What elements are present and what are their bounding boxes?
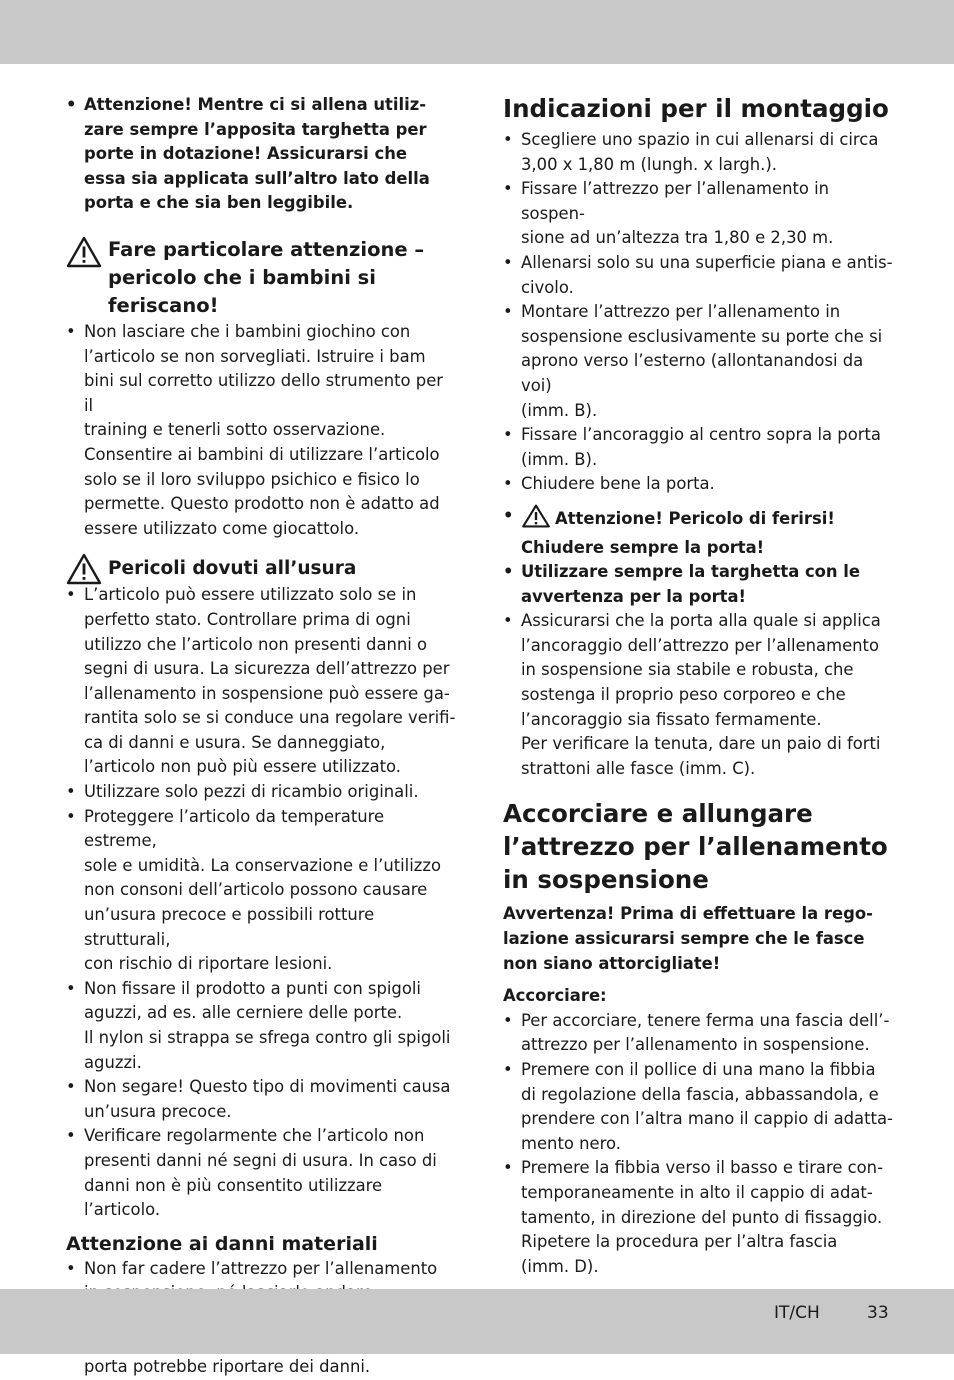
list-item-text: Premere con il pollice di una mano la fibbia di regolazione della fascia, abbassandola, e prendere con l’altra mano il cappio di adatta- mento nero.: [521, 1060, 893, 1153]
list-item-text: Non segare! Questo tipo di movimenti causa un’usura precoce.: [84, 1077, 451, 1121]
list-item: • Utilizzare solo pezzi di ricambio originali.: [66, 782, 419, 802]
right-column: [503, 93, 895, 1279]
list-item: • Premere la fibbia verso il basso e tirare con- temporaneamente in alto il cappio di adat- tamento, in direzione del punto di fissaggio. Ripetere la procedura per l’altra fascia (imm. D).: [503, 1158, 883, 1276]
list-item-text: Non lasciare che i bambini giochino con l’articolo se non sorvegliati. Istruire i bam bini sul corretto utilizzo dello strumento per il training e tenerli sotto osservazione. Consentire ai bambini di utilizzare l’articolo solo se il loro sviluppo psichico e fisico lo permette. Questo prodotto non è adatto ad essere utilizzato come giocattolo.: [84, 321, 444, 538]
list-item: • Non segare! Questo tipo di movimenti causa un’usura precoce.: [66, 1077, 451, 1121]
list-item-text: Scegliere uno spazio in cui allenarsi di circa 3,00 x 1,80 m (lungh. x largh.).: [521, 130, 879, 174]
warning-triangle-icon: [66, 236, 102, 276]
list-item: • Per accorciare, tenere ferma una fascia dell’- attrezzo per l’allenamento in sospensione.: [503, 1010, 890, 1055]
door-check-text: Assicurarsi che la porta alla quale si applica l’ancoraggio dell’attrezzo per l’allenamento in sospensione sia stabile e robusta, che sostenga il proprio peso corporeo e che l’ancoraggio sia fissato fermamente. Per verificare la tenuta, dare un paio di forti strattoni alle fasce (imm. C).: [521, 611, 881, 778]
shorten-list: [503, 1009, 895, 1280]
left-column: [66, 93, 456, 1380]
list-item: • Utilizzare sempre la targhetta con le avvertenza per la porta!: [503, 562, 861, 606]
intro-warning-text: Attenzione! Mentre ci si allena utiliz- zare sempre l’apposita targhetta per porte in dotazione! Assicurarsi che essa sia applicata sull’altro lato della porta e che sia ben leggibile.: [84, 95, 430, 213]
list-item: • Non fissare il prodotto a punti con spigoli aguzzi, ad es. alle cerniere delle porte. Il nylon si strappa se sfrega contro gli spigoli aguzzi.: [66, 978, 451, 1072]
list-item: • Montare l’attrezzo per l’allenamento in sospensione esclusivamente su porte che si aprono verso l’esterno (allontanandosi da voi) (imm. B).: [503, 302, 883, 420]
door-sign-warning: Utilizzare sempre la targhetta con le avvertenza per la porta!: [521, 562, 861, 606]
shorten-label: Accorciare:: [503, 986, 607, 1006]
list-item: • Proteggere l’articolo da temperature estreme, sole e umidità. La conservazione e l’utilizzo non consoni dell’articolo possono causare un’usura precoce e possibili rotture strutturali, con rischio di riportare lesioni.: [66, 806, 442, 974]
children-warning-title: Fare particolare attenzione – pericolo che i bambini si feriscano!: [108, 237, 425, 317]
list-item: • Premere con il pollice di una mano la fibbia di regolazione della fascia, abbassandola, e prendere con l’altra mano il cappio di adatta- mento nero.: [503, 1060, 893, 1153]
list-item-text: Proteggere l’articolo da temperature estreme, sole e umidità. La conservazione e l’utilizzo non consoni dell’articolo possono causare un’usura precoce e possibili rotture strutturali, con rischio di riportare lesioni.: [84, 806, 442, 974]
list-item-text: Montare l’attrezzo per l’allenamento in sospensione esclusivamente su porte che si aprono verso l’esterno (allontanandosi da voi) (imm. B).: [521, 302, 883, 420]
list-item: • Verificare regolarmente che l’articolo non presenti danni né segni di usura. In caso di danni non è più consentito utilizzare l’articolo.: [66, 1126, 437, 1220]
list-item-text: Premere la fibbia verso il basso e tirare con- temporaneamente in alto il cappio di adat- tamento, in direzione del punto di fissaggio. Ripetere la procedura per l’altra fascia (imm. D).: [521, 1158, 883, 1276]
list-item: • Allenarsi solo su una superficie piana e antis- civolo.: [503, 252, 893, 297]
list-item-text: Utilizzare solo pezzi di ricambio originali.: [84, 782, 419, 802]
children-warning-list: [66, 320, 456, 541]
mounting-heading: Indicazioni per il montaggio: [503, 94, 889, 123]
language-code: IT/CH: [774, 1303, 820, 1323]
material-damage-heading: Attenzione ai danni materiali: [66, 1232, 378, 1255]
list-item-text: Chiudere bene la porta.: [521, 474, 715, 494]
list-item: • Attenzione! Mentre ci si allena utiliz- zare sempre l’apposita targhetta per porte in dotazione! Assicurarsi che essa sia applicata sull’altro lato della porta e che sia ben leggibile.: [66, 95, 430, 213]
wear-warning-heading: [66, 553, 456, 583]
list-item: • Chiudere bene la porta.: [503, 474, 715, 494]
list-item: • Non far cadere l’attrezzo per l’allenamento porta potrebbe riportare dei danni.: [66, 1257, 456, 1380]
door-warning-title: Attenzione! Pericolo di ferirsi!: [555, 508, 835, 528]
wear-warning-title: Pericoli dovuti all’usura: [108, 558, 357, 580]
adjust-warning: Avvertenza! Prima di effettuare la rego- lazione assicurarsi sempre che le fasce non siano attorcigliate!: [503, 904, 873, 973]
list-item-text: Per accorciare, tenere ferma una fascia dell’- attrezzo per l’allenamento in sospensione.: [521, 1010, 890, 1055]
door-warning-subtitle: Chiudere sempre la porta!: [521, 537, 765, 557]
list-item-text: Fissare l’ancoraggio al centro sopra la porta (imm. B).: [521, 425, 881, 469]
list-item: • Attenzione! Pericolo di ferirsi! Chiudere sempre la porta!: [503, 505, 835, 557]
intro-warning-list: [66, 93, 456, 216]
list-item-text: Fissare l’attrezzo per l’allenamento in sospen- sione ad un’altezza tra 1,80 e 2,30 m.: [521, 179, 834, 248]
mounting-list: [503, 128, 895, 497]
door-warning-list: [503, 504, 895, 609]
list-item: • Assicurarsi che la porta alla quale si applica l’ancoraggio dell’attrezzo per l’allenamento in sospensione sia stabile e robusta, che sostenga il proprio peso corporeo e che l’ancoraggio sia fissato fermamente. Per verificare la tenuta, dare un paio di forti strattoni alle fasce (imm. C).: [503, 611, 881, 778]
door-check-list: [503, 609, 895, 781]
list-item-text: Non fissare il prodotto a punti con spigoli aguzzi, ad es. alle cerniere delle porte. Il nylon si strappa se sfrega contro gli spigoli aguzzi.: [84, 978, 451, 1072]
adjust-heading: Accorciare e allungare l’attrezzo per l’allenamento in sospensione: [503, 799, 888, 895]
list-item: • Fissare l’ancoraggio al centro sopra la porta (imm. B).: [503, 425, 881, 469]
list-item-text: Allenarsi solo su una superficie piana e antis- civolo.: [521, 252, 893, 297]
page-number: 33: [867, 1303, 889, 1323]
list-item-text: Verificare regolarmente che l’articolo non presenti danni né segni di usura. In caso di danni non è più consentito utilizzare l’articolo.: [84, 1126, 437, 1220]
warning-triangle-icon: [521, 504, 551, 536]
list-item: • Scegliere uno spazio in cui allenarsi di circa 3,00 x 1,80 m (lungh. x largh.).: [503, 130, 879, 174]
list-item: • Fissare l’attrezzo per l’allenamento in sospen- sione ad un’altezza tra 1,80 e 2,30 m.: [503, 179, 834, 248]
list-item: • Non lasciare che i bambini giochino con l’articolo se non sorvegliati. Istruire i bam bini sul corretto utilizzo dello strumento per il training e tenerli sotto osservazione. Consentire ai bambini di utilizzare l’articolo solo se il loro sviluppo psichico e fisico lo permette. Questo prodotto non è adatto ad essere utilizzato come giocattolo.: [66, 321, 444, 538]
list-item-text: Non far cadere l’attrezzo per l’allenamento porta potrebbe riportare dei danni.: [84, 1258, 438, 1377]
list-item-text: L’articolo può essere utilizzato solo se in perfetto stato. Controllare prima di ogni utilizzo che l’articolo non presenti danni o segni di usura. La sicurezza dell’attrezzo per l’allenamento in sospensione può essere ga- rantita solo se si conduce una regolare verifi- ca di danni e usura. Se danneggiato, l’articolo non può più essere utilizzato.: [84, 585, 456, 777]
header-bar: [0, 0, 954, 64]
wear-warning-list: [66, 583, 456, 1222]
children-warning-heading: [66, 236, 456, 320]
list-item: • L’articolo può essere utilizzato solo se in perfetto stato. Controllare prima di ogni utilizzo che l’articolo non presenti danni o segni di usura. La sicurezza dell’attrezzo per l’allenamento in sospensione può essere ga- rantita solo se si conduce una regolare verifi- ca di danni e usura. Se danneggiato, l’articolo non può più essere utilizzato.: [66, 585, 456, 777]
